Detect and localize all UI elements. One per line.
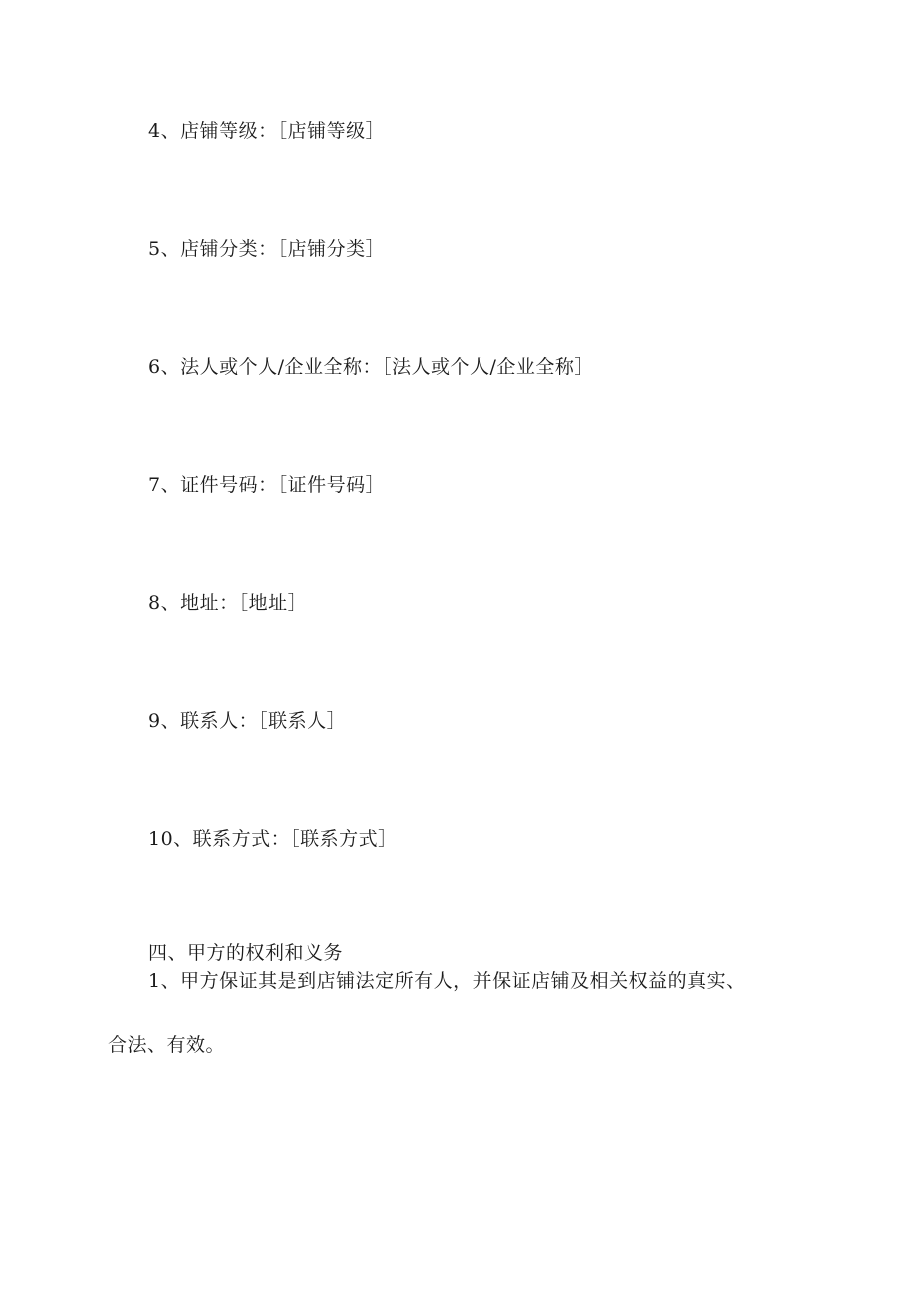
paragraph-line-1: 1、甲方保证其是到店铺法定所有人，并保证店铺及相关权益的真实、	[148, 970, 746, 992]
field-store-level: 4、店铺等级：［店铺等级］	[148, 120, 386, 142]
field-id-number: 7、证件号码：［证件号码］	[148, 474, 386, 496]
paragraph-line-2: 合法、有效。	[108, 1034, 226, 1056]
field-contact-method: 10、联系方式：［联系方式］	[148, 828, 398, 850]
field-address: 8、地址：［地址］	[148, 592, 308, 614]
field-store-category: 5、店铺分类：［店铺分类］	[148, 238, 386, 260]
field-contact-person: 9、联系人：［联系人］	[148, 710, 347, 732]
field-legal-name: 6、法人或个人/企业全称：［法人或个人/企业全称］	[148, 356, 594, 378]
section-heading: 四、甲方的权利和义务	[148, 942, 344, 964]
